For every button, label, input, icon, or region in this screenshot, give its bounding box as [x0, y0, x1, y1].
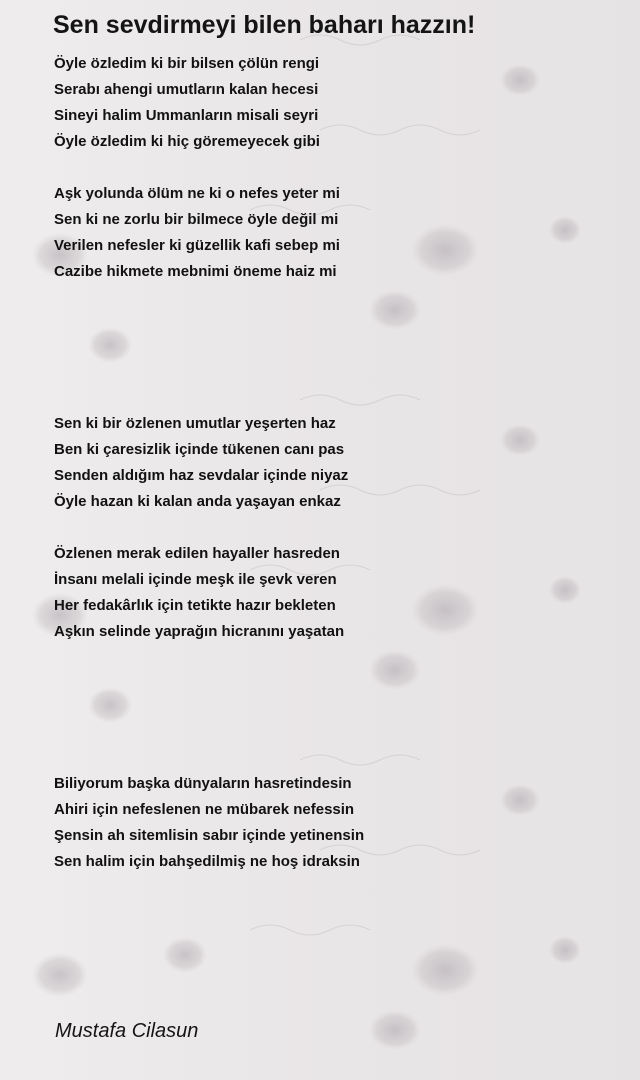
stanza-2 — [54, 181, 340, 285]
poem-line: Her fedakârlık için tetikte hazır bekleten — [54, 597, 336, 614]
poem-line: Şensin ah sitemlisin sabır içinde yetinensin — [54, 827, 365, 844]
poem-line: Öyle özledim ki bir bilsen çölün rengi — [54, 55, 320, 72]
poem-line: Öyle özledim ki hiç göremeyecek gibi — [54, 133, 320, 150]
poem-title: Sen sevdirmeyi bilen baharı hazzın! — [53, 11, 476, 39]
poem-line: Cazibe hikmete mebnimi öneme haiz mi — [54, 263, 337, 280]
poem-line: Sineyi halim Ummanların misali seyri — [54, 107, 319, 124]
stanza-5 — [54, 771, 364, 875]
stanza-1 — [54, 51, 320, 155]
poem-line: Aşk yolunda ölüm ne ki o nefes yeter mi — [54, 185, 340, 202]
stanza-4 — [54, 541, 344, 645]
poem-line: Sen ki bir özlenen umutlar yeşerten haz — [54, 415, 336, 432]
poem-line: Ben ki çaresizlik içinde tükenen canı pas — [54, 441, 345, 458]
poem-line: Özlenen merak edilen hayaller hasreden — [54, 545, 340, 562]
poem-line: Serabı ahengi umutların kalan hecesi — [54, 81, 319, 98]
poem-line: İnsanı melali içinde meşk ile şevk veren — [54, 571, 337, 588]
poem-line: Sen ki ne zorlu bir bilmece öyle değil mi — [54, 211, 339, 228]
poem-line: Senden aldığım haz sevdalar içinde niyaz — [54, 467, 349, 484]
poem-author: Mustafa Cilasun — [55, 1020, 199, 1042]
poem-line: Aşkın selinde yaprağın hicranını yaşatan — [54, 623, 345, 640]
stanza-3 — [54, 411, 348, 515]
poem-line: Biliyorum başka dünyaların hasretindesin — [54, 775, 352, 792]
poem-line: Sen halim için bahşedilmiş ne hoş idraksin — [54, 853, 360, 870]
poem-line: Öyle hazan ki kalan anda yaşayan enkaz — [54, 493, 341, 510]
poem-line: Verilen nefesler ki güzellik kafi sebep mi — [54, 237, 340, 254]
poem-line: Ahiri için nefeslenen ne mübarek nefessin — [54, 801, 355, 818]
